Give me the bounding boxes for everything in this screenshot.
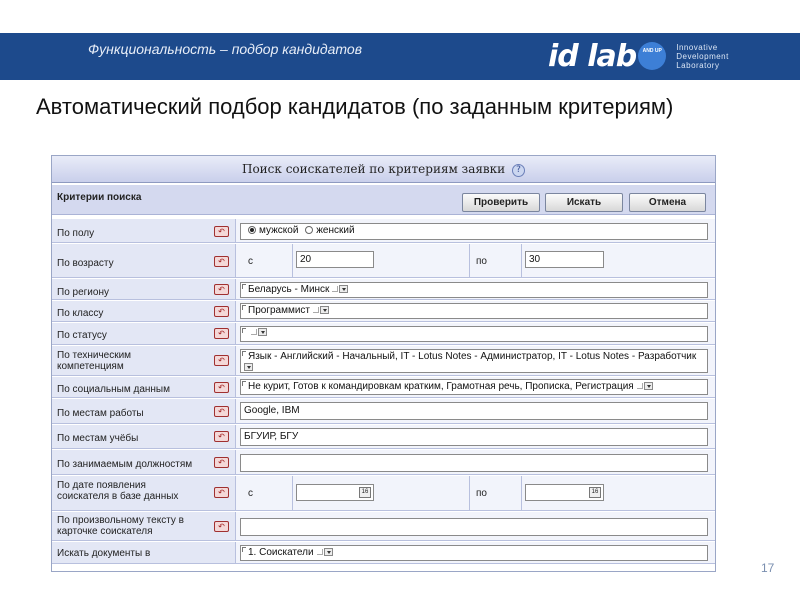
dropdown-arrow-icon[interactable]	[320, 306, 329, 314]
region-value: Беларусь - Минск	[248, 284, 330, 295]
divider	[469, 476, 470, 510]
row-label: По произвольному тексту в карточке соискателя	[57, 515, 184, 537]
social-field[interactable]	[240, 379, 708, 395]
date-from-label: с	[248, 488, 253, 499]
cancel-button[interactable]: Отмена	[629, 193, 706, 212]
row-gender	[52, 219, 715, 243]
dropdown-arrow-icon[interactable]	[258, 328, 267, 336]
docs-value: 1. Соискатели	[248, 547, 314, 558]
criteria-header	[52, 185, 715, 215]
undo-arrow-icon[interactable]: ↶	[214, 457, 229, 468]
form-title-text: Поиск соискателей по критериям заявки	[241, 162, 506, 176]
gender-field	[240, 223, 708, 240]
docs-cell	[235, 542, 715, 563]
row-age	[52, 244, 715, 278]
undo-arrow-icon[interactable]: ↶	[214, 355, 229, 366]
search-form-panel	[51, 155, 716, 572]
age-to-input[interactable]: 30	[525, 251, 604, 268]
row-label: По классу	[57, 308, 104, 319]
corner-mark	[242, 381, 246, 386]
workplaces-value: Google, IBM	[244, 405, 300, 416]
row-study	[52, 425, 715, 449]
undo-arrow-icon[interactable]: ↶	[214, 284, 229, 295]
row-label: По полу	[57, 228, 95, 239]
row-label: По статусу	[57, 330, 107, 341]
row-status	[52, 323, 715, 345]
calendar-icon[interactable]: 16	[589, 487, 601, 498]
corner-mark	[242, 284, 246, 289]
study-input[interactable]	[240, 428, 708, 446]
undo-arrow-icon[interactable]: ↶	[214, 306, 229, 317]
resize-grip-icon	[251, 329, 257, 335]
logo-subtitle	[676, 43, 729, 70]
gender-cell	[235, 219, 715, 242]
undo-arrow-icon[interactable]: ↶	[214, 521, 229, 532]
social-value: Не курит, Готов к командировкам кратким, Грамотная речь, Прописка, Регистрация	[248, 381, 634, 392]
workplaces-cell	[235, 399, 715, 423]
tech-value: Язык - Английский - Начальный, IT - Lotus Notes - Администратор, IT - Lotus Notes - Разработчик	[248, 351, 697, 362]
radio-female-label: женский	[316, 225, 355, 236]
row-date	[52, 476, 715, 511]
dropdown-arrow-icon[interactable]	[644, 382, 653, 390]
header-title: Функциональность – подбор кандидатов	[88, 41, 363, 57]
undo-arrow-icon[interactable]: ↶	[214, 487, 229, 498]
region-cell	[235, 279, 715, 299]
row-tech	[52, 346, 715, 376]
date-to-label: по	[476, 488, 487, 499]
positions-input[interactable]	[240, 454, 708, 472]
study-value: БГУИР, БГУ	[244, 431, 299, 442]
divider	[292, 476, 293, 510]
header-bar	[0, 33, 800, 80]
corner-mark	[242, 547, 246, 552]
row-label: По занимаемым должностям	[57, 459, 193, 470]
row-freetext	[52, 512, 715, 541]
social-cell	[235, 377, 715, 397]
help-icon[interactable]: ?	[512, 164, 525, 177]
logo-subtitle-line: Development	[676, 51, 729, 61]
age-cell	[235, 244, 715, 277]
row-label: По местам учёбы	[57, 433, 139, 444]
divider	[292, 244, 293, 277]
row-label: По региону	[57, 287, 109, 298]
row-label: По местам работы	[57, 408, 144, 419]
row-label: По возрасту	[57, 258, 114, 269]
date-to-input[interactable]	[525, 484, 604, 501]
date-from-input[interactable]	[296, 484, 374, 501]
logo-badge: AND UP	[638, 42, 666, 70]
criteria-label: Критерии поиска	[57, 192, 142, 203]
undo-arrow-icon[interactable]: ↶	[214, 382, 229, 393]
radio-male[interactable]	[248, 226, 256, 234]
corner-mark	[242, 305, 246, 310]
dropdown-arrow-icon[interactable]	[244, 363, 253, 371]
idlab-logo	[548, 36, 729, 76]
study-cell	[235, 425, 715, 448]
row-label: Искать документы в	[57, 548, 151, 559]
tech-field[interactable]	[240, 349, 708, 373]
resize-grip-icon	[637, 383, 643, 389]
row-workplaces	[52, 399, 715, 424]
undo-arrow-icon[interactable]: ↶	[214, 256, 229, 267]
region-field[interactable]	[240, 282, 708, 298]
undo-arrow-icon[interactable]: ↶	[214, 406, 229, 417]
class-field[interactable]	[240, 303, 708, 319]
logo-subtitle-line: Laboratory	[676, 60, 720, 70]
positions-cell	[235, 450, 715, 474]
status-cell	[235, 323, 715, 344]
row-region	[52, 279, 715, 300]
corner-mark	[242, 328, 246, 333]
class-cell	[235, 301, 715, 321]
date-cell	[235, 476, 715, 510]
logo-text: id lab	[548, 38, 637, 74]
row-label: По дате появления соискателя в базе данных	[57, 480, 179, 502]
undo-arrow-icon[interactable]: ↶	[214, 328, 229, 339]
row-label: По техническим компетенциям	[57, 350, 132, 372]
page-number: 17	[761, 561, 775, 575]
dropdown-arrow-icon[interactable]	[324, 548, 333, 556]
logo-subtitle-line: Innovative	[676, 42, 718, 52]
slide-heading: Автоматический подбор кандидатов (по заданным критериям)	[36, 94, 674, 119]
row-social	[52, 377, 715, 398]
radio-male-label: мужской	[259, 225, 299, 236]
age-from-label: с	[248, 256, 253, 267]
gender-options	[244, 224, 355, 238]
tech-cell	[235, 346, 715, 375]
undo-arrow-icon[interactable]: ↶	[214, 226, 229, 237]
freetext-input[interactable]	[240, 518, 708, 536]
row-class	[52, 301, 715, 322]
resize-grip-icon	[332, 286, 338, 292]
status-field[interactable]	[240, 326, 708, 342]
check-button[interactable]: Проверить	[462, 193, 540, 212]
dropdown-arrow-icon[interactable]	[339, 285, 348, 293]
class-value: Программист	[248, 305, 310, 316]
resize-grip-icon	[313, 307, 319, 313]
divider	[469, 244, 470, 277]
divider	[521, 244, 522, 277]
radio-female[interactable]	[305, 226, 313, 234]
docs-field[interactable]	[240, 545, 708, 561]
calendar-icon[interactable]: 16	[359, 487, 371, 498]
workplaces-input[interactable]	[240, 402, 708, 420]
row-label: По социальным данным	[57, 384, 170, 395]
row-docs	[52, 542, 715, 564]
age-to-label: по	[476, 256, 487, 267]
search-button[interactable]: Искать	[545, 193, 623, 212]
age-from-input[interactable]: 20	[296, 251, 374, 268]
divider	[521, 476, 522, 510]
row-positions	[52, 450, 715, 475]
form-title	[52, 156, 715, 183]
resize-grip-icon	[317, 549, 323, 555]
undo-arrow-icon[interactable]: ↶	[214, 431, 229, 442]
corner-mark	[242, 351, 246, 356]
freetext-cell	[235, 512, 715, 540]
